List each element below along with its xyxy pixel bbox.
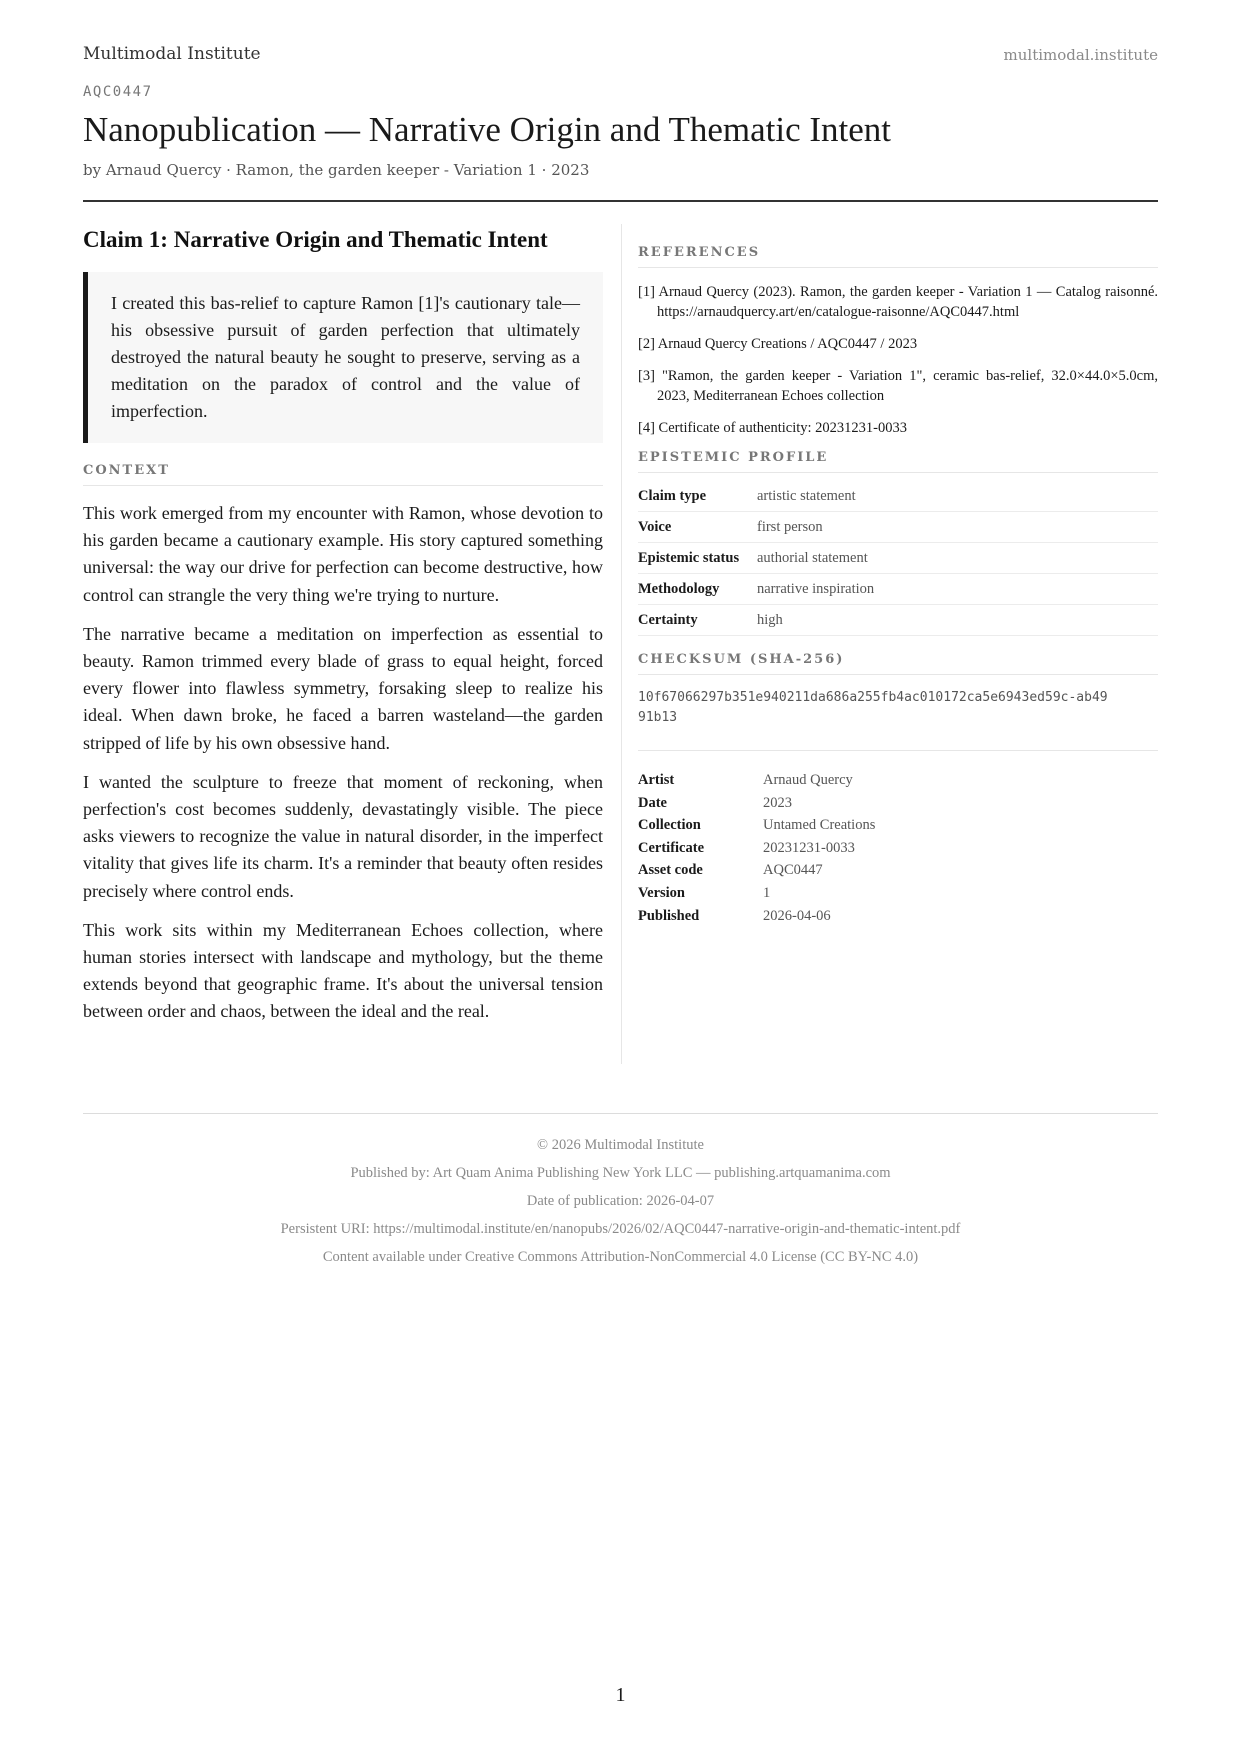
epistemic-key: Epistemic status [638,543,757,574]
metadata-table [638,769,875,927]
page-title: Nanopublication — Narrative Origin and Thematic Intent [83,110,891,149]
table-row [638,605,1158,636]
epistemic-value: artistic statement [757,481,1158,512]
table-row [638,837,875,860]
footer-publication-date: Date of publication: 2026-04-07 [526,1193,715,1209]
divider [638,750,1158,751]
metadata-key: Date [638,794,667,811]
reference-item: [1] Arnaud Quercy (2023). Ramon, the garden keeper - Variation 1 — Catalog raisonné. https://arnaudquercy.art/en/catalogue-raisonne/AQC0447.html [638,284,1158,320]
epistemic-value: first person [757,512,1158,543]
table-row [638,792,875,815]
table-row [638,574,1158,605]
checksum-value: 10f67066297b351e940211da686a255fb4ac010172ca5e6943ed59c-ab4991b13 [638,690,1108,725]
context-heading: CONTEXT [83,463,603,486]
masthead [83,44,1158,68]
table-row [638,481,1158,512]
table-row [638,859,875,882]
metadata-key: Certificate [638,839,705,856]
page-number: 1 [615,1684,626,1706]
column-divider [621,224,622,1064]
metadata-value: 1 [763,884,771,901]
site-link[interactable]: multimodal.institute [1003,46,1158,64]
context-paragraph: The narrative became a meditation on imperfection as essential to beauty. Ramon trimmed every blade of grass to equal height, forced every flower into flawless symmetry, forsaking sleep to realize his ideal. When dawn broke, he faced a barren wasteland—the garden stripped of life by his own obsessive hand. [83,623,603,753]
footer-rule [83,1113,1158,1114]
metadata-key: Asset code [638,862,703,879]
footer-publisher: Published by: Art Quam Anima Publishing New York LLC — publishing.artquamanima.com [350,1165,891,1181]
table-row [638,769,875,792]
table-row [638,512,1158,543]
table-row [638,882,875,905]
byline: by Arnaud Quercy · Ramon, the garden keeper - Variation 1 · 2023 [83,161,590,179]
footer [83,1131,1158,1271]
reference-item: [2] Arnaud Quercy Creations / AQC0447 / 2023 [638,336,918,352]
metadata-value: 20231231-0033 [763,839,855,856]
metadata-key: Published [638,907,700,924]
epistemic-key: Claim type [638,481,757,512]
context-paragraph: This work emerged from my encounter with Ramon, whose devotion to his garden became a cautionary example. His story captured something universal: the way our drive for perfection can become destructive, how control can strangle the very thing we're trying to nurture. [83,503,603,605]
epistemic-key: Voice [638,512,757,543]
metadata-key: Collection [638,817,701,834]
table-row [638,543,1158,574]
metadata-key: Version [638,884,685,901]
context-paragraph: This work sits within my Mediterranean Echoes collection, where human stories intersect with landscape and mythology, but the theme extends beyond that geographic frame. It's about the universal tension between order and chaos, between the ideal and the real. [83,919,603,1022]
epistemic-table [638,481,1158,636]
epistemic-value: high [757,605,1158,636]
claim-quote: I created this bas-relief to capture Ramon [1]'s cautionary tale—his obsessive pursuit of garden perfection that ultimately destroyed the natural beauty he sought to preserve, serving as a meditation on the paradox of control and the value of imperfection. [83,272,603,443]
metadata-value: AQC0447 [763,862,823,879]
context-paragraph: I wanted the sculpture to freeze that moment of reckoning, when perfection's cost becomes suddenly, devastatingly visible. The piece asks viewers to recognize the value in natural disorder, in the imperfect vitality that gives life its charm. It's a reminder that beauty often resides precisely where control ends. [83,771,603,901]
references-heading: REFERENCES [638,245,1158,268]
reference-item: [4] Certificate of authenticity: 20231231-0033 [638,420,907,436]
metadata-value: Untamed Creations [763,817,876,834]
metadata-value: 2026-04-06 [763,907,831,924]
claim-title: Claim 1: Narrative Origin and Thematic Intent [83,227,548,252]
epistemic-heading: EPISTEMIC PROFILE [638,450,1158,473]
epistemic-key: Certainty [638,605,757,636]
epistemic-value: narrative inspiration [757,574,1158,605]
checksum-heading: CHECKSUM (SHA-256) [638,652,1158,675]
metadata-value: 2023 [763,794,792,811]
epistemic-key: Methodology [638,574,757,605]
reference-item: [3] "Ramon, the garden keeper - Variation 1", ceramic bas-relief, 32.0×44.0×5.0cm, 2023, Mediterranean Echoes collection [638,368,1158,404]
sidebar-column [638,245,1158,927]
footer-persistent-uri: Persistent URI: https://multimodal.institute/en/nanopubs/2026/02/AQC0447-narrative-origin-and-thematic-intent.pdf [280,1221,961,1237]
table-row [638,814,875,837]
footer-copyright: © 2026 Multimodal Institute [537,1137,704,1153]
asset-code: AQC0447 [83,84,153,100]
header-rule [83,200,1158,202]
references-list [638,282,1158,438]
table-row [638,905,875,928]
brand-name: Multimodal Institute [83,44,261,64]
metadata-value: Arnaud Quercy [763,772,853,788]
epistemic-value: authorial statement [757,543,1158,574]
claim-column [83,225,603,1026]
footer-license: Content available under Creative Commons Attribution-NonCommercial 4.0 License (CC BY-NC 4.0) [322,1249,919,1265]
metadata-key: Artist [638,772,675,788]
